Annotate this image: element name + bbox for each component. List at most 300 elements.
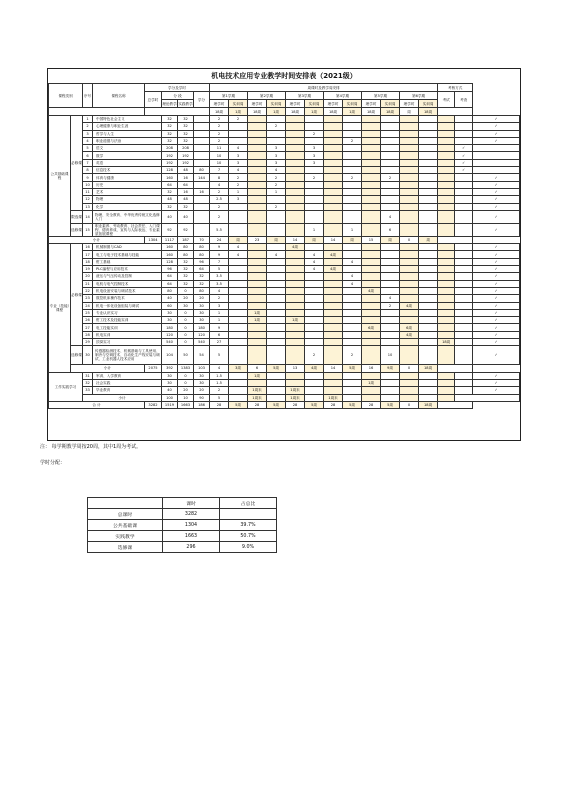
course-no: 3 xyxy=(83,130,93,137)
table-row xyxy=(49,236,520,243)
course-name: 职业道德与法治 xyxy=(93,137,162,144)
semester-cell xyxy=(324,258,343,265)
semester-cell xyxy=(286,181,305,188)
course-no: 20 xyxy=(83,273,93,280)
semester-cell: 6周 xyxy=(362,324,381,331)
semester-cell xyxy=(438,251,455,258)
semester-cell: 2 xyxy=(343,346,362,365)
semester-cell xyxy=(267,244,286,251)
course-theory: 80 xyxy=(178,244,194,251)
semester-cell xyxy=(362,181,381,188)
semester-cell xyxy=(362,210,381,223)
semester-cell xyxy=(400,379,419,386)
schedule-table xyxy=(48,83,520,409)
exam-mark xyxy=(455,346,473,365)
semester-cell xyxy=(305,317,324,324)
semester-cell xyxy=(438,287,455,294)
exam-mark xyxy=(455,309,473,316)
check-mark: ✓ xyxy=(473,223,520,236)
check-mark: ✓ xyxy=(473,302,520,309)
course-theory: 0 xyxy=(178,309,194,316)
semester-cell xyxy=(438,387,455,394)
semester-cell xyxy=(400,295,419,302)
table-row xyxy=(49,331,520,338)
semester-cell xyxy=(362,152,381,159)
semester-cell xyxy=(400,387,419,394)
semester-cell xyxy=(305,287,324,294)
semester-cell xyxy=(400,266,419,273)
semester-cell: 1 xyxy=(267,188,286,195)
pro-subtotal-practice: 1383 xyxy=(178,365,194,372)
semester-cell xyxy=(381,196,400,203)
semester-cell xyxy=(438,167,455,174)
header-weeks: 1周 xyxy=(267,108,286,116)
course-name: 社会实践 xyxy=(93,379,162,386)
subtotal-cell: 周 xyxy=(305,236,324,243)
course-total: 32 xyxy=(162,137,178,144)
exam-mark xyxy=(455,251,473,258)
group-public-required: 必修课 xyxy=(71,116,83,211)
course-credit: 2 xyxy=(210,210,229,223)
course-name: 数控机床操作技术 xyxy=(93,295,162,302)
semester-cell xyxy=(400,372,419,379)
semester-cell xyxy=(248,280,267,287)
course-theory: 16 xyxy=(178,174,194,181)
course-no: 11 xyxy=(83,188,93,195)
header-weeks: 18周 xyxy=(286,108,305,116)
course-theory: 80 xyxy=(178,251,194,258)
subtotal-cell xyxy=(400,394,419,401)
header-sub-theory: 理学时 xyxy=(248,100,267,108)
distribution-cell: 296 xyxy=(163,542,220,553)
semester-cell xyxy=(381,387,400,394)
course-no: 15 xyxy=(83,223,93,236)
semester-cell xyxy=(362,295,381,302)
course-name: 数学 xyxy=(93,152,162,159)
semester-cell xyxy=(324,324,343,331)
semester-cell xyxy=(324,317,343,324)
course-credit: 9 xyxy=(210,244,229,251)
semester-cell xyxy=(286,116,305,123)
semester-cell xyxy=(438,273,455,280)
semester-cell: 3 xyxy=(267,159,286,166)
header-semester-4: 第4学期 xyxy=(324,92,362,100)
course-credit: 1 xyxy=(210,317,229,324)
semester-cell xyxy=(343,181,362,188)
semester-cell: 6周 xyxy=(400,324,419,331)
semester-cell xyxy=(438,181,455,188)
table-row xyxy=(49,266,520,273)
course-theory: 48 xyxy=(178,196,194,203)
semester-cell xyxy=(229,346,248,365)
semester-cell xyxy=(438,302,455,309)
check-mark: ✓ xyxy=(473,116,520,123)
semester-cell xyxy=(286,258,305,265)
semester-cell: 2 xyxy=(305,174,324,181)
header-sub-theory: 理学时 xyxy=(210,100,229,108)
header-weeks: 18周 xyxy=(324,108,343,116)
exam-mark xyxy=(455,273,473,280)
check-mark: ✓ xyxy=(473,210,520,223)
semester-cell xyxy=(400,339,419,346)
course-total: 30 xyxy=(162,379,178,386)
semester-cell xyxy=(229,210,248,223)
semester-cell: 4 xyxy=(229,145,248,152)
total-cell: 5周 xyxy=(305,401,324,408)
semester-cell xyxy=(267,387,286,394)
course-credit: 1 xyxy=(210,309,229,316)
table-row xyxy=(49,123,520,130)
semester-cell xyxy=(343,302,362,309)
semester-cell xyxy=(419,331,438,338)
semester-cell xyxy=(324,309,343,316)
table-row xyxy=(49,295,520,302)
table-row xyxy=(49,309,520,316)
semester-cell xyxy=(248,324,267,331)
semester-cell xyxy=(362,188,381,195)
course-credit: 4 xyxy=(210,181,229,188)
subtotal-cell: 1周末 xyxy=(286,394,305,401)
semester-cell xyxy=(267,210,286,223)
semester-cell xyxy=(324,145,343,152)
semester-cell xyxy=(305,387,324,394)
course-total: 32 xyxy=(162,116,178,123)
semester-cell xyxy=(229,387,248,394)
semester-cell xyxy=(248,287,267,294)
course-no: 14 xyxy=(83,210,93,223)
semester-cell xyxy=(305,123,324,130)
semester-cell xyxy=(324,137,343,144)
course-name: 电工与电子技术基础与技能 xyxy=(93,251,162,258)
semester-cell xyxy=(362,372,381,379)
semester-cell xyxy=(286,223,305,236)
distribution-cell: 3282 xyxy=(163,509,220,520)
header-sub-theory: 理学时 xyxy=(286,100,305,108)
check-mark: ✓ xyxy=(473,251,520,258)
semester-cell xyxy=(324,188,343,195)
exam-mark xyxy=(455,116,473,123)
subtotal-cell xyxy=(381,394,400,401)
course-no: 24 xyxy=(83,302,93,309)
semester-cell xyxy=(343,379,362,386)
semester-cell xyxy=(438,210,455,223)
semester-cell xyxy=(343,331,362,338)
semester-cell xyxy=(362,130,381,137)
course-no: 30 xyxy=(83,346,93,365)
header-weeks: 18周 xyxy=(381,108,400,116)
semester-cell xyxy=(419,137,438,144)
semester-cell xyxy=(438,372,455,379)
total-cell: 28 xyxy=(324,401,343,408)
semester-cell xyxy=(248,339,267,346)
semester-cell xyxy=(267,266,286,273)
total-cell: 18周 xyxy=(419,401,438,408)
table-row xyxy=(49,258,520,265)
table-row xyxy=(49,203,520,210)
semester-cell xyxy=(248,196,267,203)
exam-mark: ✓ xyxy=(455,152,473,159)
semester-cell xyxy=(229,258,248,265)
semester-cell: 1周 xyxy=(286,317,305,324)
semester-cell xyxy=(286,287,305,294)
exam-mark xyxy=(455,287,473,294)
header-name: 课程名称 xyxy=(93,84,145,108)
semester-cell xyxy=(419,203,438,210)
subtotal-cell: 周 xyxy=(343,236,362,243)
semester-cell xyxy=(438,203,455,210)
table-row xyxy=(49,317,520,324)
course-no: 6 xyxy=(83,152,93,159)
semester-cell xyxy=(419,152,438,159)
semester-cell xyxy=(343,324,362,331)
semester-cell xyxy=(343,123,362,130)
semester-cell: 4周 xyxy=(400,302,419,309)
table-row xyxy=(49,379,520,386)
semester-cell xyxy=(419,167,438,174)
subtotal-cell xyxy=(343,394,362,401)
work-subtotal-credit: 5 xyxy=(210,394,229,401)
course-no: 5 xyxy=(83,145,93,152)
header-weeks: 周 xyxy=(400,108,419,116)
course-theory: 20 xyxy=(178,295,194,302)
course-name: 中国特色社会主义 xyxy=(93,116,162,123)
semester-cell xyxy=(438,295,455,302)
header-sub-theory: 理学时 xyxy=(400,100,419,108)
semester-cell xyxy=(248,167,267,174)
table-row xyxy=(49,196,520,203)
semester-cell xyxy=(419,123,438,130)
course-name: 毕业教育 xyxy=(93,387,162,394)
semester-cell xyxy=(362,339,381,346)
exam-mark xyxy=(455,379,473,386)
header-split: 分 段 xyxy=(162,92,194,100)
semester-cell xyxy=(419,339,438,346)
semester-cell: 4 xyxy=(343,258,362,265)
semester-cell: 4 xyxy=(229,167,248,174)
semester-cell xyxy=(419,379,438,386)
header-weeks: 18周 xyxy=(419,108,438,116)
header-semester-1: 第1学期 xyxy=(210,92,248,100)
course-theory: 32 xyxy=(178,116,194,123)
semester-cell: 4周 xyxy=(400,331,419,338)
course-credit: 2 xyxy=(210,203,229,210)
table-row xyxy=(49,372,520,379)
course-name: 艺术 xyxy=(93,188,162,195)
course-no: 17 xyxy=(83,251,93,258)
semester-cell xyxy=(362,223,381,236)
check-mark: ✓ xyxy=(473,244,520,251)
semester-cell: 1周 xyxy=(362,379,381,386)
semester-cell xyxy=(362,346,381,365)
semester-cell xyxy=(324,244,343,251)
semester-cell: 1周 xyxy=(248,372,267,379)
course-total: 32 xyxy=(162,123,178,130)
course-name: 哲学与人生 xyxy=(93,130,162,137)
semester-cell xyxy=(362,167,381,174)
course-theory: 32 xyxy=(178,123,194,130)
semester-cell xyxy=(324,295,343,302)
semester-cell xyxy=(400,116,419,123)
semester-cell xyxy=(362,116,381,123)
course-practice: 540 xyxy=(194,339,210,346)
course-credit: 3 xyxy=(210,302,229,309)
subtotal-cell: 23 xyxy=(248,236,267,243)
total-cell: 5周 xyxy=(343,401,362,408)
semester-cell xyxy=(438,258,455,265)
semester-cell: 1周 xyxy=(248,309,267,316)
semester-cell xyxy=(400,244,419,251)
course-no: 21 xyxy=(83,280,93,287)
header-sub-practice: 实训周 xyxy=(229,100,248,108)
course-credit: 5 xyxy=(210,266,229,273)
course-no: 9 xyxy=(83,174,93,181)
exam-mark xyxy=(455,266,473,273)
exam-mark xyxy=(455,331,473,338)
course-credit: 5 xyxy=(210,346,229,365)
semester-cell xyxy=(229,295,248,302)
course-no: 1 xyxy=(83,116,93,123)
table-row xyxy=(49,130,520,137)
group-public-elective: 选修课 xyxy=(71,223,83,236)
semester-cell xyxy=(267,309,286,316)
semester-cell xyxy=(248,145,267,152)
semester-cell xyxy=(381,273,400,280)
semester-cell xyxy=(438,152,455,159)
semester-cell xyxy=(229,317,248,324)
semester-cell xyxy=(400,317,419,324)
semester-cell xyxy=(229,203,248,210)
semester-cell xyxy=(362,317,381,324)
semester-cell xyxy=(400,258,419,265)
semester-cell xyxy=(286,137,305,144)
semester-cell xyxy=(324,130,343,137)
course-name: 液压与气压传动及控制 xyxy=(93,273,162,280)
check-mark: ✓ xyxy=(473,324,520,331)
semester-cell xyxy=(248,174,267,181)
semester-cell xyxy=(305,188,324,195)
subtotal-cell: 9周 xyxy=(381,365,400,372)
check-mark: ✓ xyxy=(473,295,520,302)
semester-cell xyxy=(343,251,362,258)
semester-cell xyxy=(305,203,324,210)
semester-cell xyxy=(229,280,248,287)
semester-cell xyxy=(267,372,286,379)
course-name: 传感器检测技术、机械基础与工具使用、制冷与空调技术、自动化生产线安装与调试、工业机器人技术应用 xyxy=(93,346,162,365)
subtotal-cell: 5周 xyxy=(343,365,362,372)
course-name: 电机与电气控制技术 xyxy=(93,280,162,287)
course-practice xyxy=(194,145,210,152)
course-no: 22 xyxy=(83,287,93,294)
semester-cell xyxy=(286,174,305,181)
semester-cell xyxy=(438,137,455,144)
header-theory: 理论教学 xyxy=(162,101,177,106)
course-total: 128 xyxy=(162,258,178,265)
semester-cell xyxy=(419,317,438,324)
header-weeks: 1周 xyxy=(305,108,324,116)
course-credit: 1.5 xyxy=(210,372,229,379)
distribution-cell: 1304 xyxy=(163,520,220,531)
semester-cell xyxy=(324,196,343,203)
subtotal-cell: 0 xyxy=(400,365,419,372)
total-cell: 28 xyxy=(286,401,305,408)
check-mark: ✓ xyxy=(473,339,520,346)
course-no: 8 xyxy=(83,167,93,174)
semester-cell: 4周 xyxy=(324,251,343,258)
semester-cell xyxy=(362,331,381,338)
table-row xyxy=(49,394,520,401)
semester-cell xyxy=(248,116,267,123)
semester-cell xyxy=(267,137,286,144)
semester-cell xyxy=(305,116,324,123)
semester-cell: 2 xyxy=(229,181,248,188)
course-name: 信息技术 xyxy=(93,167,162,174)
course-credit: 27 xyxy=(210,339,229,346)
course-practice: 80 xyxy=(194,251,210,258)
distribution-cell xyxy=(220,509,277,520)
semester-cell xyxy=(381,116,400,123)
semester-cell xyxy=(438,159,455,166)
check-mark: ✓ xyxy=(473,258,520,265)
check-mark: ✓ xyxy=(473,196,520,203)
table-row xyxy=(49,174,520,181)
header-spacer xyxy=(145,108,210,116)
semester-cell: 2 xyxy=(343,174,362,181)
course-practice: 20 xyxy=(194,295,210,302)
semester-cell xyxy=(229,123,248,130)
semester-cell xyxy=(419,266,438,273)
semester-cell xyxy=(362,309,381,316)
semester-cell: 2 xyxy=(267,203,286,210)
course-name: 机械制图与CAD xyxy=(93,244,162,251)
course-total: 208 xyxy=(162,145,178,152)
distribution-cell: 39.7% xyxy=(220,520,277,531)
semester-cell xyxy=(381,379,400,386)
subtotal-cell xyxy=(229,394,248,401)
course-total: 128 xyxy=(162,167,178,174)
semester-cell xyxy=(248,251,267,258)
course-name: 电工技能实训 xyxy=(93,324,162,331)
semester-cell xyxy=(400,346,419,365)
header-weeks: 18周 xyxy=(210,108,229,116)
semester-cell xyxy=(286,346,305,365)
header-spacer xyxy=(438,108,473,116)
exam-mark xyxy=(455,339,473,346)
course-name: PLC编程与应用技术 xyxy=(93,266,162,273)
semester-cell: 4 xyxy=(381,210,400,223)
table-row xyxy=(49,181,520,188)
subtotal-cell xyxy=(305,394,324,401)
course-name: 物理 xyxy=(93,196,162,203)
semester-cell xyxy=(438,188,455,195)
pro-subtotal-total: 2075 xyxy=(145,365,162,372)
semester-cell xyxy=(324,280,343,287)
course-no: 32 xyxy=(83,379,93,386)
course-theory: 0 xyxy=(178,287,194,294)
semester-cell xyxy=(381,324,400,331)
semester-cell xyxy=(381,159,400,166)
course-practice: 30 xyxy=(194,309,210,316)
course-total: 192 xyxy=(162,159,178,166)
semester-cell xyxy=(438,116,455,123)
subtotal-cell: 周 xyxy=(229,236,248,243)
semester-cell xyxy=(229,273,248,280)
semester-cell xyxy=(438,280,455,287)
course-name: 军训、入学教育 xyxy=(93,372,162,379)
semester-cell xyxy=(419,159,438,166)
semester-cell xyxy=(381,266,400,273)
course-total: 160 xyxy=(162,244,178,251)
pro-subtotal-label: 小计 xyxy=(71,365,145,372)
